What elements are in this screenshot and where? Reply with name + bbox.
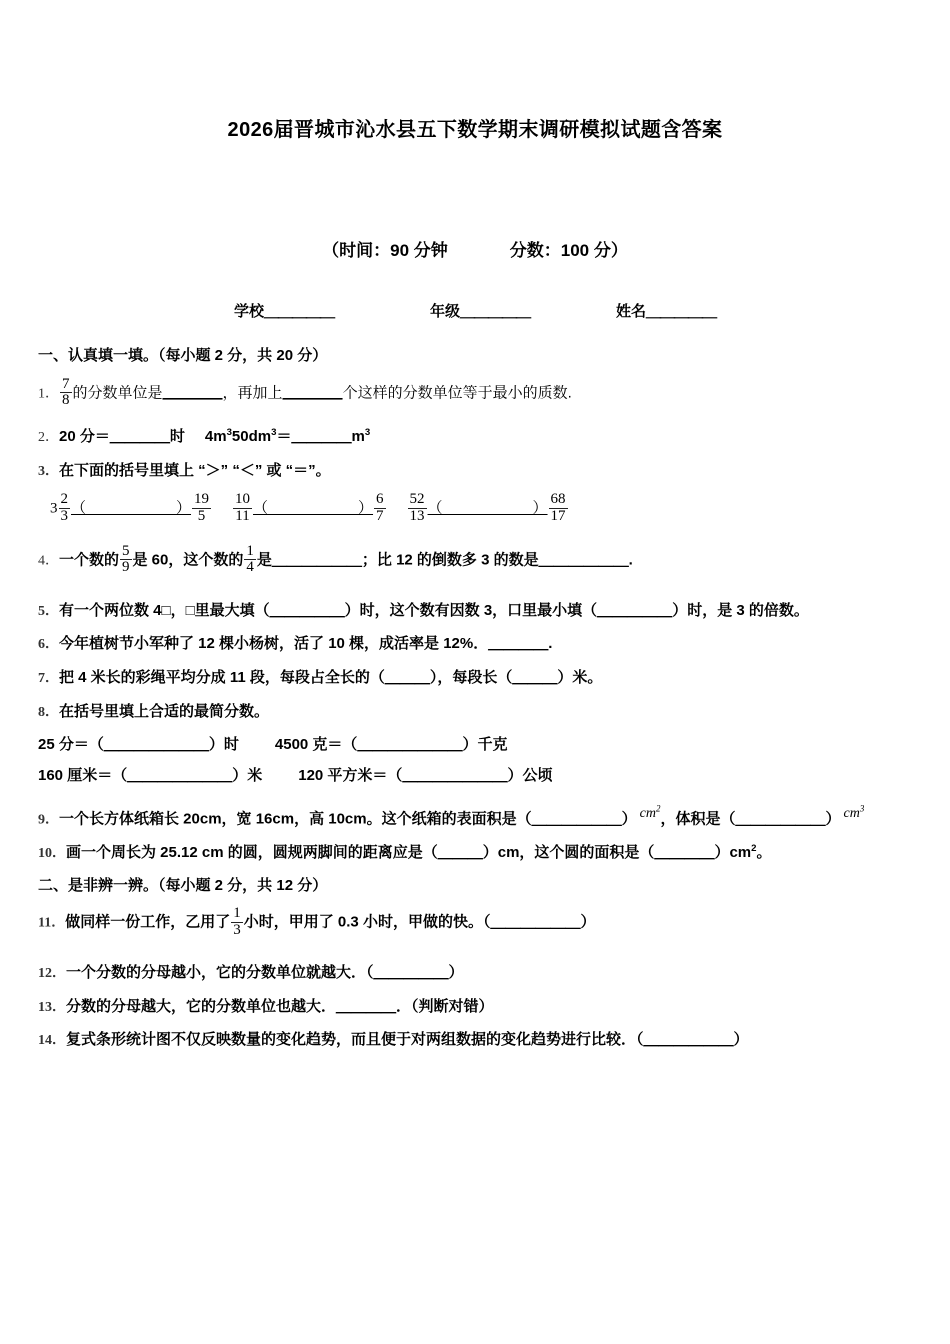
question-4-blank-2[interactable]: ＿＿＿＿＿＿ — [538, 551, 629, 569]
question-13: 13．分数的分母越大，它的分数单位也越大．＿＿＿＿．（判断对错） — [38, 997, 494, 1015]
question-13-blank-1[interactable]: ＿＿＿＿ — [336, 997, 397, 1015]
question-3: 3．在下面的括号里填上 “＞” “＜” 或 “＝”。 — [38, 461, 331, 479]
question-3-comparison-row — [50, 492, 916, 524]
q3-pair-3-right-fraction: $\frac{68}{17}$ — [550, 491, 566, 524]
exam-score-label: 分数：100 分） — [509, 241, 628, 260]
question-9-blank-2[interactable]: ＿＿＿＿＿＿ — [735, 810, 826, 828]
question-2-blank-2[interactable]: ＿＿＿＿ — [291, 428, 352, 446]
question-8-blank-4[interactable]: ＿＿＿＿＿＿＿ — [402, 767, 508, 785]
question-12-number: 12． — [38, 966, 66, 982]
question-10: 10．画一个周长为 25.12 cm 的圆，圆规两脚间的距离应是（＿＿＿）cm，这个圆的面积是$(\_\_\_\_)cm^2$。 — [38, 843, 772, 862]
question-6-number: 6． — [38, 637, 59, 653]
question-9: 9．一个长方体纸箱长 20cm，宽 16cm，高 10cm。这个纸箱的表面积是（＿＿＿＿＿＿） $cm^2$，体积是（＿＿＿＿＿＿） $cm^3$ — [38, 803, 865, 828]
question-1-blank-2[interactable]: ＿＿＿＿ — [282, 384, 343, 402]
question-12-blank-1[interactable]: ＿＿＿＿＿ — [373, 964, 449, 982]
q3-pair-3-left-fraction: $\frac{52}{13}$ — [409, 491, 425, 524]
question-14-blank-1[interactable]: ＿＿＿＿＿＿ — [643, 1031, 734, 1049]
name-blank: ＿＿＿＿＿ — [646, 303, 717, 320]
question-9-number: 9． — [38, 812, 59, 828]
exam-time-label: （时间：90 分钟 — [322, 241, 448, 260]
question-1: 1． $\frac{7}{8}$ 的分数单位是＿＿＿＿，再加上＿＿＿＿个这样的分数单位等于最小的质数. — [38, 375, 572, 408]
question-2-sup-2: 3 — [271, 427, 277, 439]
question-8-blank-1[interactable]: ＿＿＿＿＿＿＿ — [103, 736, 209, 754]
question-11: 11．做同样一份工作，乙用了 $\frac{1}{3}$ 小时，甲用了 0.3 小时，甲做的快。（＿＿＿＿＿＿） — [38, 905, 596, 938]
question-4: 4．一个数的 $\frac{5}{9}$ 是 60，这个数的 $\frac{1}{4}$ 是＿＿＿＿＿＿；比 12 的倒数多 3 的数是＿＿＿＿＿＿. — [38, 543, 633, 576]
question-6: 6．今年植树节小军种了 12 棵小杨树，活了 10 棵，成活率是 12%．＿＿＿＿. — [38, 635, 553, 653]
question-2-sup-1: 3 — [226, 427, 232, 439]
question-2-blank-1[interactable]: ＿＿＿＿ — [109, 428, 170, 446]
q3-pair-1-left-fraction: $\frac{2}{3}$ — [60, 491, 68, 524]
question-14-number: 14． — [38, 1033, 66, 1049]
question-2-sup-3: 3 — [364, 427, 371, 439]
question-1-number: 1． — [38, 386, 59, 402]
section-heading-2: 二、是非辨一辨。（每小题 2 分，共 12 分） — [38, 876, 328, 894]
question-2-number: 2． — [38, 430, 59, 446]
question-8-blank-2[interactable]: ＿＿＿＿＿＿＿ — [357, 736, 463, 754]
question-1-blank-1[interactable]: ＿＿＿＿ — [162, 384, 223, 402]
question-10-blank-2[interactable]: ＿＿＿＿ — [654, 844, 715, 862]
question-12: 12．一个分数的分母越小，它的分数单位就越大．（＿＿＿＿＿） — [38, 964, 464, 982]
question-2: 2．20 分＝＿＿＿＿时 $4m^350dm^3=\_\_\_\_m^3$ — [38, 427, 371, 446]
question-4-blank-1[interactable]: ＿＿＿＿＿＿ — [271, 551, 362, 569]
question-5-blank-2[interactable]: ＿＿＿＿＿ — [597, 601, 673, 619]
name-field: 姓名＿＿＿＿＿ — [616, 303, 717, 320]
question-9-blank-1[interactable]: ＿＿＿＿＿＿ — [531, 810, 622, 828]
question-8: 8．在括号里填上合适的最简分数。 — [38, 702, 270, 720]
question-4-fraction-1: $\frac{5}{9}$ — [122, 543, 130, 576]
section-heading-1: 一、认真填一填。（每小题 2 分，共 20 分） — [38, 347, 328, 364]
question-13-number: 13． — [38, 999, 66, 1015]
question-4-fraction-2: $\frac{1}{4}$ — [246, 543, 254, 576]
grade-field: 年级＿＿＿＿＿ — [429, 303, 531, 320]
school-field: 学校＿＿＿＿＿ — [233, 303, 334, 320]
question-11-fraction: $\frac{1}{3}$ — [233, 905, 241, 938]
question-9-unit-1: $cm^2$ — [639, 803, 661, 822]
q3-pair-1-left-whole: 3 — [50, 500, 58, 517]
school-blank: ＿＿＿＿＿ — [263, 303, 334, 320]
q3-pair-1-blank[interactable]: （＿＿＿＿＿＿） — [71, 499, 192, 517]
questions-content — [38, 345, 916, 1062]
question-8-row-1: 25 分＝（＿＿＿＿＿＿＿）时 4500 克＝（＿＿＿＿＿＿＿）千克 — [38, 736, 508, 754]
q3-pair-1-right-fraction: $\frac{19}{5}$ — [194, 491, 210, 524]
question-5-number: 5． — [38, 603, 59, 619]
question-9-unit-2: $cm^3$ — [843, 803, 865, 822]
q3-pair-2-blank[interactable]: （＿＿＿＿＿＿） — [253, 499, 374, 517]
question-14: 14．复式条形统计图不仅反映数量的变化趋势，而且便于对两组数据的变化趋势进行比较．（＿＿＿＿＿＿） — [38, 1031, 749, 1049]
question-7: 7．把 4 米长的彩绳平均分成 11 段，每段占全长的（＿＿＿），每段长（＿＿＿）米。 — [38, 668, 603, 686]
question-6-blank-1[interactable]: ＿＿＿＿ — [488, 635, 549, 653]
page-title: 2026届晋城市沁水县五下数学期末调研模拟试题含答案 — [227, 119, 723, 141]
q3-pair-2-right-fraction: $\frac{6}{7}$ — [376, 491, 384, 524]
question-8-row-2: 160 厘米＝（＿＿＿＿＿＿＿）米 120 平方米＝（＿＿＿＿＿＿＿）公顷 — [38, 767, 553, 785]
question-7-number: 7． — [38, 670, 59, 686]
q3-pair-2-left-fraction: $\frac{10}{11}$ — [235, 491, 251, 524]
q3-pair-3-blank[interactable]: （＿＿＿＿＿＿） — [427, 499, 548, 517]
exam-meta — [0, 236, 950, 261]
question-10-blank-1[interactable]: ＿＿＿ — [437, 844, 483, 862]
question-7-blank-2[interactable]: ＿＿＿ — [512, 668, 558, 686]
student-identity-row — [0, 300, 950, 321]
question-10-number: 10． — [38, 846, 66, 862]
question-10-sup: 2 — [751, 843, 757, 855]
question-11-blank-1[interactable]: ＿＿＿＿＿＿ — [490, 914, 581, 931]
question-7-blank-1[interactable]: ＿＿＿ — [384, 668, 430, 686]
question-11-number: 11． — [38, 916, 66, 931]
question-8-number: 8． — [38, 704, 59, 720]
question-8-blank-3[interactable]: ＿＿＿＿＿＿＿ — [127, 767, 233, 785]
question-5: 5．有一个两位数 4□，□里最大填（＿＿＿＿＿）时，这个数有因数 3，口里最小填（＿＿＿＿＿）时，是 3 的倍数。 — [38, 601, 809, 619]
question-4-number: 4． — [38, 553, 59, 569]
question-3-number: 3． — [38, 463, 59, 479]
question-5-blank-1[interactable]: ＿＿＿＿＿ — [269, 601, 345, 619]
grade-blank: ＿＿＿＿＿ — [460, 303, 531, 320]
question-1-fraction: $\frac{7}{8}$ — [62, 375, 70, 408]
